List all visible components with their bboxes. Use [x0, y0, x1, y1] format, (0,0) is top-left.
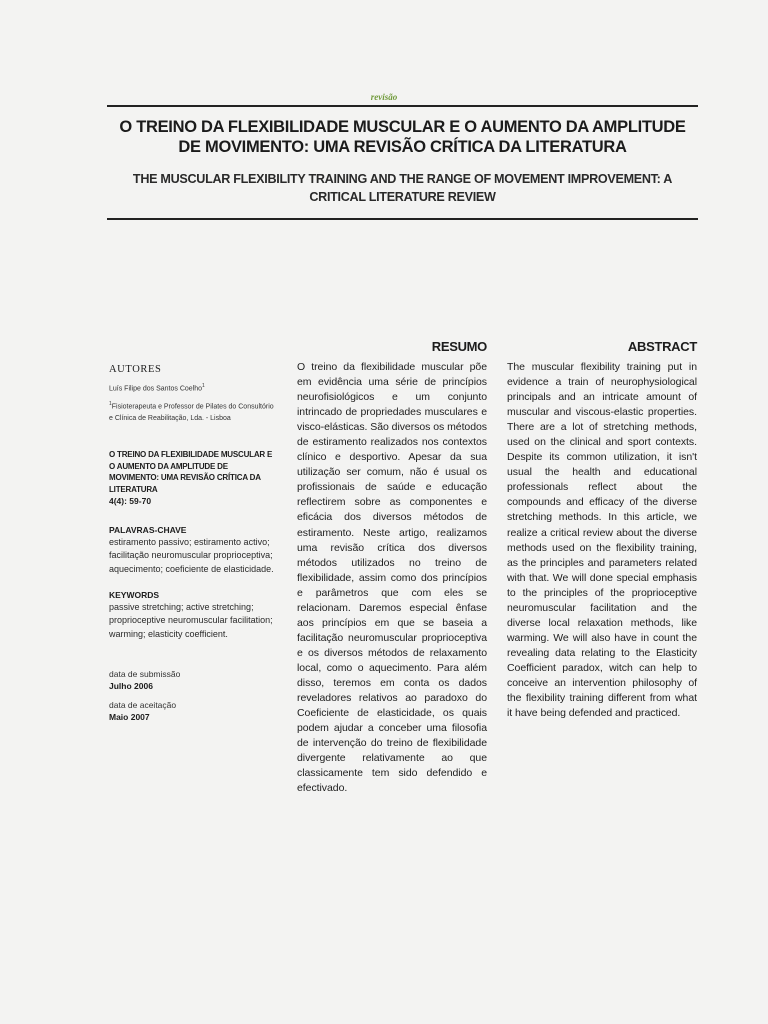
article-title-english: THE MUSCULAR FLEXIBILITY TRAINING AND THE RANGE OF MOVEMENT IMPROVEMENT: A CRITICAL LITERATURE REVIEW	[132, 172, 673, 204]
article-reference: 4(4): 59-70	[109, 496, 152, 507]
affiliation-superscript: 1	[109, 400, 112, 407]
keywords-pt-label: PALAVRAS-CHAVE	[109, 525, 187, 536]
author-affiliation	[109, 399, 279, 424]
sidebar-article-title: O TREINO DA FLEXIBILIDADE MUSCULAR E O AUMENTO DA AMPLITUDE DE MOVIMENTO: UMA REVISÃO CRÍTICA DA LITERATURA	[109, 450, 273, 494]
keywords-en-label: KEYWORDS	[109, 590, 160, 601]
affiliation-text: Fisioterapeuta e Professor de Pilates do Consultório e Clínica de Reabilitação, Lda. - Lisboa	[109, 403, 274, 422]
section-tag: revisão	[370, 92, 398, 102]
header-rule-bottom	[107, 218, 698, 220]
article-title-portuguese: O TREINO DA FLEXIBILIDADE MUSCULAR E O AUMENTO DA AMPLITUDE DE MOVIMENTO: UMA REVISÃO CRÍTICA DA LITERATURA	[119, 118, 686, 156]
acceptance-label: data de aceitação	[109, 699, 177, 710]
resumo-body: O treino da flexibilidade muscular põe em evidência uma série de princípios neurofisiológicos e um conjunto intrincado de propriedades musculares e visco-elásticas. São diversos os métodos de estiramento realizados nos contextos clínico e desportivo. Apesar da sua utilização ser comum, não é usual os profissionais de saúde e educação reflectirem sobre as componentes e eficácia dos diversos métodos de estiramento. Neste artigo, realizamos uma revisão crítica dos diversos métodos utilizados no treino de flexibilidade, assim como dos princípios e parâmetros que com eles se relacionam. Daremos especial ênfase aos princípios em que se baseia a facilitação neuromuscular proprioceptiva e os diversos métodos de relaxamento local, como o aquecimento. Para além disso, teremos em conta os dados reveladores relativos ao paradoxo do Coeficiente de elasticidade, os quais podem ajudar a conceber uma filosofia de intervenção do treino de flexibilidade divergente relativamente ao que classicamente tem sido defendido e efectivado.	[297, 361, 487, 795]
submission-date: Julho 2006	[109, 680, 153, 691]
resumo-heading: RESUMO	[431, 339, 487, 354]
authors-label: AUTORES	[109, 364, 162, 375]
publication-dates	[109, 669, 279, 723]
keywords-pt: estiramento passivo; estiramento activo; facilitação neuromuscular proprioceptiva; aquecimento; coeficiente de elasticidade.	[109, 537, 274, 574]
abstract-column	[507, 338, 697, 721]
acceptance-date: Maio 2007	[109, 711, 150, 722]
keywords-en: passive stretching; active stretching; proprioceptive neuromuscular facilitation; warming; elasticity coefficient.	[109, 602, 273, 639]
author-superscript: 1	[202, 383, 205, 389]
header-rule-top	[107, 105, 698, 107]
abstract-body: The muscular flexibility training put in evidence a train of neurophysiological principals and an intricate amount of muscular and viscous-elastic properties. There are a lot of stretching methods, used on the clinical and sport contexts. Despite its common utilization, it isn't usual the health and educational professionals reflect about the compounds and efficacy of the diverse stretching methods. In this article, we realize a critical review about the diverse methods used on the flexibility training, as the principles and parameters related with that. We will done special emphasis to the principles of the proprioceptive neuromuscular facilitation and the diverse local relaxation methods, like warming. We will also have in count the revealing data relating to the Elasticity Coefficient paradox, witch can help to conceive an intervention philosophy of the flexibility training different from what it have being defended and practiced.	[507, 361, 697, 720]
author-name	[109, 381, 279, 395]
submission-label: data de submissão	[109, 668, 181, 679]
article-sidebar	[109, 364, 279, 723]
abstract-heading: ABSTRACT	[627, 339, 697, 354]
resumo-column	[297, 338, 487, 796]
author-name-text: Luís Filipe dos Santos Coelho	[109, 385, 202, 393]
